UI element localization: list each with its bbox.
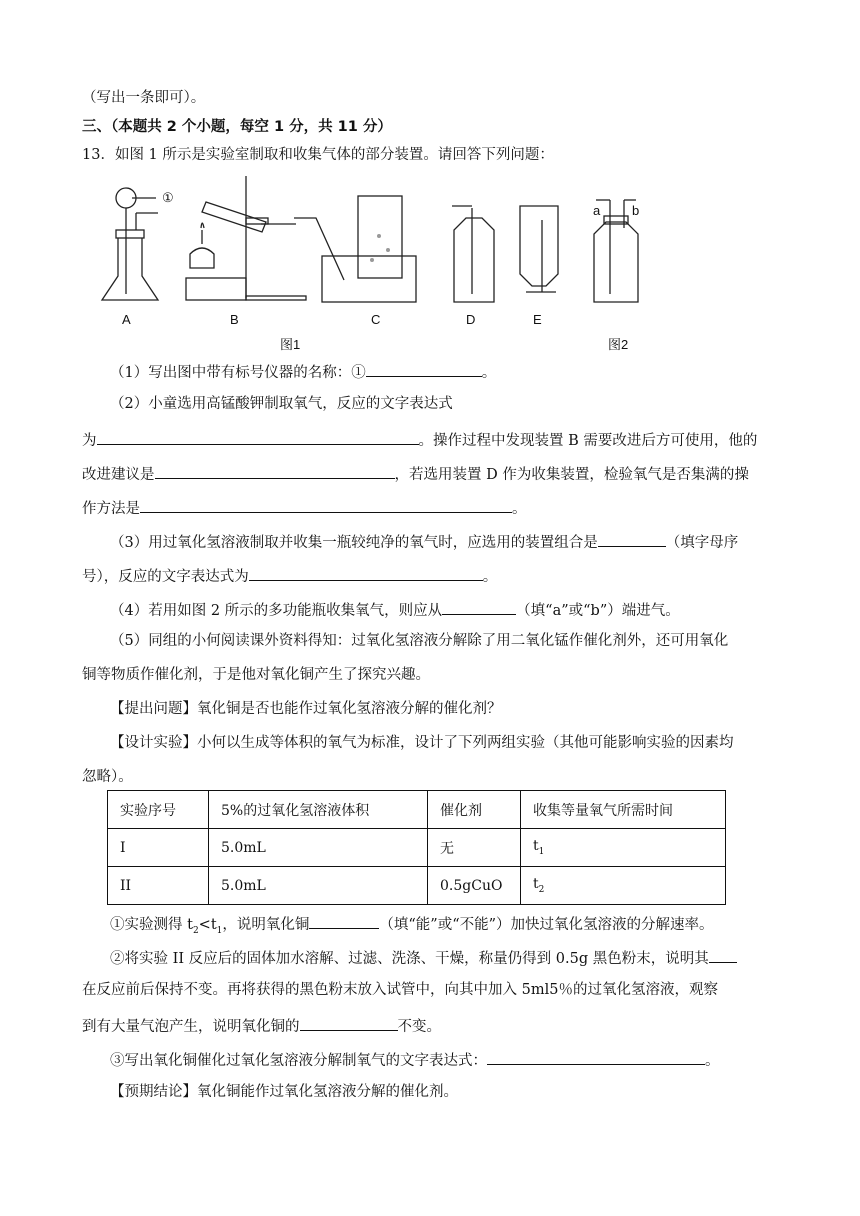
label-c: C: [371, 312, 381, 327]
design-line-a: 【设计实验】小何以生成等体积的氧气为标准，设计了下列两组实验（其他可能影响实验的因素均: [110, 735, 734, 751]
table-row: [108, 829, 726, 867]
section-heading: 三、（本题共 2 个小题，每空 1 分，共 11 分）: [82, 119, 392, 135]
answer-blank-11[interactable]: [487, 1048, 705, 1065]
table-header: 5%的过氧化氢溶液体积: [209, 791, 428, 829]
result-3-line: ③写出氧化铜催化过氧化氢溶液分解制氧气的文字表达式： 。: [110, 1048, 810, 1071]
q4-line: （4）若用如图 2 所示的多功能瓶收集氧气，则应从 （填“a”或“b”）端进气。: [110, 598, 810, 621]
table-header: 收集等量氧气所需时间: [521, 791, 726, 829]
answer-blank-9[interactable]: [709, 946, 737, 963]
answer-blank-3[interactable]: [155, 462, 395, 479]
q2-line-c: 改进建议是 ，若选用装置 D 作为收集装置，检验氧气是否集满的操: [82, 462, 782, 485]
question-13: 13．如图 1 所示是实验室制取和收集气体的部分装置。请回答下列问题：: [82, 147, 554, 163]
table-cell: I: [108, 829, 209, 867]
table-cell: 5.0mL: [209, 867, 428, 905]
result-2-line-a: ②将实验 II 反应后的固体加水溶解、过滤、洗涤、干燥，称量仍得到 0.5g 黑色粉末，说明其: [110, 946, 810, 969]
answer-blank-5[interactable]: [598, 530, 666, 547]
marker-circled-1: ①: [162, 190, 174, 205]
expected-conclusion: 【预期结论】氧化铜能作过氧化氢溶液分解的催化剂。: [110, 1084, 458, 1100]
table-cell: $t_2$: [521, 867, 726, 905]
table-header: 催化剂: [428, 791, 521, 829]
table-header: 实验序号: [108, 791, 209, 829]
table-cell: 0.5gCuO: [428, 867, 521, 905]
q5-line-a: （5）同组的小何阅读课外资料得知：过氧化氢溶液分解除了用二氧化锰作催化剂外，还可用氧化: [110, 633, 729, 649]
label-b: B: [230, 312, 239, 327]
experiment-table: [107, 790, 726, 905]
apparatus-figure: [96, 168, 656, 358]
answer-blank-10[interactable]: [300, 1014, 398, 1031]
q2-line-d: 作方法是 。: [82, 496, 782, 519]
answer-blank-7[interactable]: [442, 598, 516, 615]
q1-line: （1）写出图中带有标号仪器的名称：① 。: [110, 360, 810, 383]
figure-1-caption: 图1: [280, 337, 301, 352]
table-cell: II: [108, 867, 209, 905]
apparatus-drawing: [96, 168, 656, 358]
design-line-b: 忽略）。: [82, 769, 133, 785]
port-b-label: b: [632, 203, 640, 218]
q3-line-b: 号），反应的文字表达式为 。: [82, 564, 782, 587]
q3-line-a: （3）用过氧化氢溶液制取并收集一瓶较纯净的氧气时，应选用的装置组合是 （填字母序: [110, 530, 810, 553]
question-ask: 【提出问题】氧化铜是否也能作过氧化氢溶液分解的催化剂？: [110, 701, 502, 717]
table-row: [108, 867, 726, 905]
answer-blank-1[interactable]: [366, 360, 482, 377]
answer-blank-2[interactable]: [97, 428, 419, 445]
table-cell: 5.0mL: [209, 829, 428, 867]
q2-line-b: 为 。操作过程中发现装置 B 需要改进后方可使用，他的: [82, 428, 782, 451]
label-e: E: [533, 312, 542, 327]
result-2-line-c: 到有大量气泡产生，说明氧化铜的 不变。: [82, 1014, 782, 1037]
table-header-row: [108, 791, 726, 829]
table-cell: $t_1$: [521, 829, 726, 867]
label-d: D: [466, 312, 476, 327]
answer-blank-6[interactable]: [249, 564, 483, 581]
result-1-line: ①实验测得 $t_2<t_1$，说明氧化铜 （填“能”或“不能”）加快过氧化氢溶液的分解速率。: [110, 912, 810, 941]
line-prev-answer: （写出一条即可）。: [82, 90, 206, 106]
table-cell: 无: [428, 829, 521, 867]
q2-line-a: （2）小童选用高锰酸钾制取氧气，反应的文字表达式: [110, 396, 453, 412]
figure-2-caption: 图2: [608, 337, 629, 352]
q5-line-b: 铜等物质作催化剂，于是他对氧化铜产生了探究兴趣。: [82, 667, 430, 683]
answer-blank-4[interactable]: [140, 496, 512, 513]
port-a-label: a: [593, 203, 601, 218]
answer-blank-8[interactable]: [309, 912, 379, 929]
label-a: A: [122, 312, 131, 327]
result-2-line-b: 在反应前后保持不变。再将获得的黑色粉末放入试管中，向其中加入 5ml5％的过氧化氢溶液，观察: [82, 982, 718, 998]
